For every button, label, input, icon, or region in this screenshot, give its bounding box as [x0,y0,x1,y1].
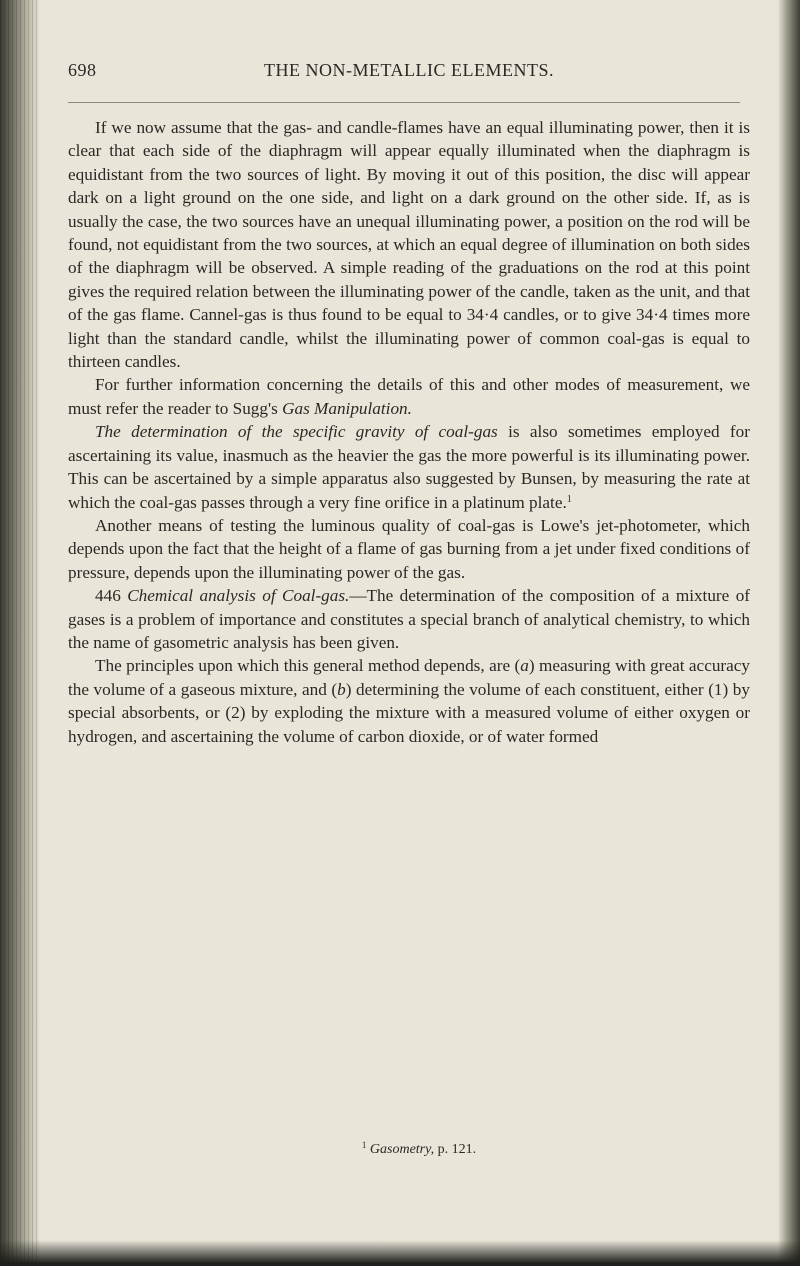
footnote-reference: 1 [566,493,572,505]
page-edge-shadow [778,0,800,1266]
paragraph-6-text-a: The principles upon which this general method depends, are ( [95,656,521,676]
bottom-shadow [0,1240,800,1266]
paragraph-3 [68,420,750,514]
book-title-gas-manipulation: Gas Manipulation. [282,398,412,418]
page-number: 698 [68,60,97,80]
footnote-mark: 1 [361,1140,367,1150]
paragraph-6-text-c: ) determining the volume of each constituent, either (1) by special absorbents, or (2) by exploding the mixture with a measured volume of either oxygen or hydrogen, and ascertaining the volume of carbon dioxide, or of water formed [68,679,750,746]
paragraph-2 [68,373,750,420]
paragraph-4: Another means of testing the luminous quality of coal-gas is Lowe's jet-photometer, which depends upon the fact that the height of a flame of gas burning from a jet under fixed conditions of pressure, depends upon the illuminating power of the gas. [68,515,750,582]
footnote-source: Gasometry, [369,1142,435,1157]
running-title: THE NON-METALLIC ELEMENTS. [263,60,554,80]
item-label-b: b [337,679,346,699]
body-text [68,116,750,748]
section-number: 446 [95,586,121,606]
paragraph-2-text: For further information concerning the details of this and other modes of measurement, we must refer the reader to Sugg's [68,375,750,418]
paragraph-3-text: is also sometimes employed for ascertaining its value, inasmuch as the heavier the gas the more powerful is its illuminating power. This can be ascertained by a simple apparatus also suggested by Bunsen, by measuring the rate at which the coal-gas passes through a very fine orifice in a platinum plate. [68,422,750,512]
paragraph-5 [68,584,750,654]
paragraph-3-heading: The determination of the specific gravity of coal-gas [95,422,498,442]
page-header [68,58,750,94]
section-heading: Chemical analysis of Coal-gas. [127,586,350,606]
book-page [68,58,751,1157]
paragraph-5-text: —The determination of the composition of a mixture of gases is a problem of importance and constitutes a special branch of analytical chemistry, to which the name of gasometric analysis has been given. [68,586,751,652]
book-binding-shadow [0,0,40,1266]
footnote-text: p. 121. [434,1142,477,1157]
paragraph-6 [68,654,750,748]
paragraph-1: If we now assume that the gas- and candle-flames have an equal illuminating power, then it is clear that each side of the diaphragm will appear equally illuminated when the diaphragm is equidistant from the two sources of light. By moving it out of this position, the disc will appear dark on a light ground on the one side, and light on a dark ground on the other side. If, as is usually the case, the two sources have an unequal illuminating power, a position on the rod will be found, not equidistant from the two sources, at which an equal degree of illumination on both sides of the diaphragm will be observed. A simple reading of the graduations on the rod at this point gives the required relation between the illuminating power of the candle, taken as the unit, and that of the gas flame. Cannel-gas is thus found to be equal to 34·4 candles, or to give 34·4 times more light than the standard candle, whilst the illuminating power of common coal-gas is equal to thirteen candles. [68,118,750,372]
header-rule [68,102,740,103]
item-label-a: a [520,656,529,676]
paragraph-6-text-b: ) measuring with great accuracy the volume of a gaseous mixture, and ( [68,656,750,699]
footnote [68,1142,750,1158]
